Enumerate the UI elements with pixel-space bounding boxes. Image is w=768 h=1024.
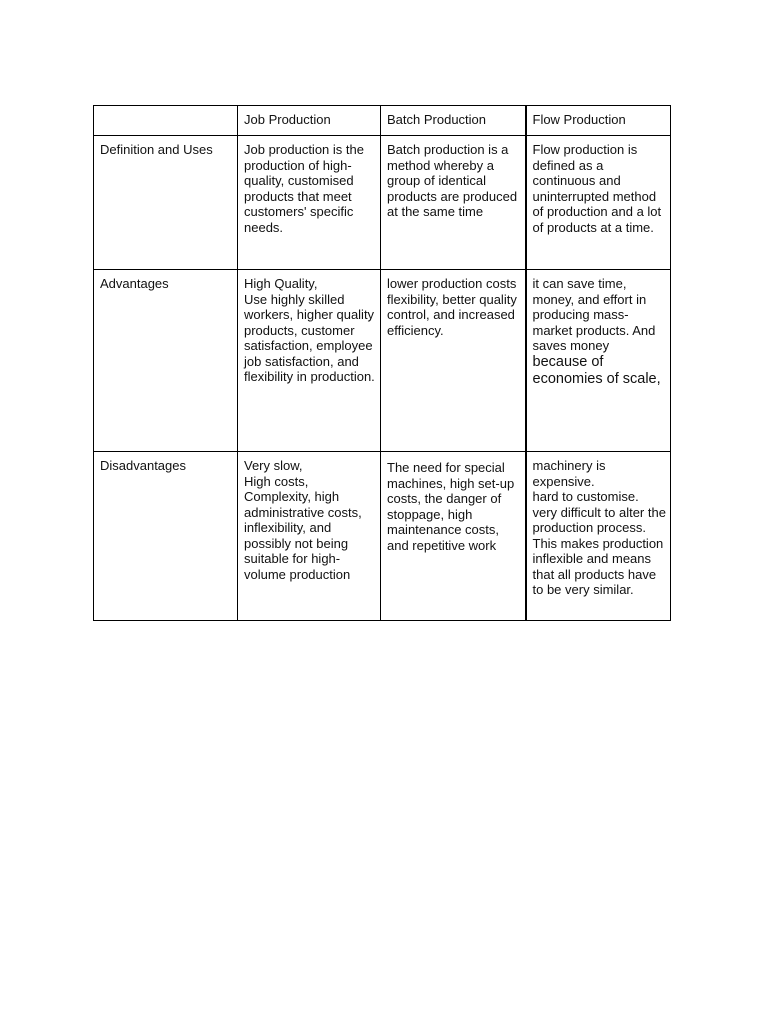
header-cell-flow-production: Flow Production <box>526 106 671 136</box>
header-cell-job-production: Job Production <box>238 106 381 136</box>
row-label-disadvantages: Disadvantages <box>94 452 238 621</box>
cell-advantages-job <box>238 270 381 452</box>
table-row-definition <box>94 136 671 270</box>
cell-advantages-batch: lower production costs flexibility, better quality control, and increased efficiency. <box>381 270 526 452</box>
cell-disadvantages-flow-line1: machinery is expensive. <box>532 458 606 489</box>
cell-advantages-flow-line1: it can save time, money, and effort in producing mass-market products. And saves money <box>532 276 656 353</box>
cell-definition-job: Job production is the production of high-quality, customised products that meet customers' specific needs. <box>238 136 381 270</box>
table-row-disadvantages <box>94 452 671 621</box>
cell-advantages-flow-line2: because of economies of scale, <box>532 353 661 387</box>
cell-advantages-job-line2: Use highly skilled workers, higher quality products, customer satisfaction, employee job satisfaction, and flexibility in production. <box>244 291 375 384</box>
cell-advantages-flow <box>526 270 671 452</box>
table-row-advantages <box>94 270 671 452</box>
cell-disadvantages-batch: The need for special machines, high set-up costs, the danger of stoppage, high maintenance costs, and repetitive work <box>381 452 526 621</box>
row-label-definition: Definition and Uses <box>94 136 238 270</box>
production-comparison-table <box>93 105 671 621</box>
cell-disadvantages-job-line2: High costs, Complexity, high administrative costs, inflexibility, and possibly not being suitable for high-volume production <box>244 473 362 582</box>
row-label-advantages: Advantages <box>94 270 238 452</box>
header-cell-batch-production: Batch Production <box>381 106 526 136</box>
cell-disadvantages-job <box>238 452 381 621</box>
header-cell-empty <box>94 106 238 136</box>
cell-advantages-job-line1: High Quality, <box>244 276 318 291</box>
table-header-row <box>94 106 671 136</box>
cell-definition-flow: Flow production is defined as a continuous and uninterrupted method of production and a lot of products at a time. <box>526 136 671 270</box>
cell-definition-batch: Batch production is a method whereby a group of identical products are produced at the same time <box>381 136 526 270</box>
cell-disadvantages-flow-line2: hard to customise. very difficult to alter the production process. This makes production inflexible and means that all products have to be very similar. <box>532 489 666 597</box>
cell-disadvantages-job-line1: Very slow, <box>244 458 303 473</box>
cell-disadvantages-flow <box>526 452 671 621</box>
